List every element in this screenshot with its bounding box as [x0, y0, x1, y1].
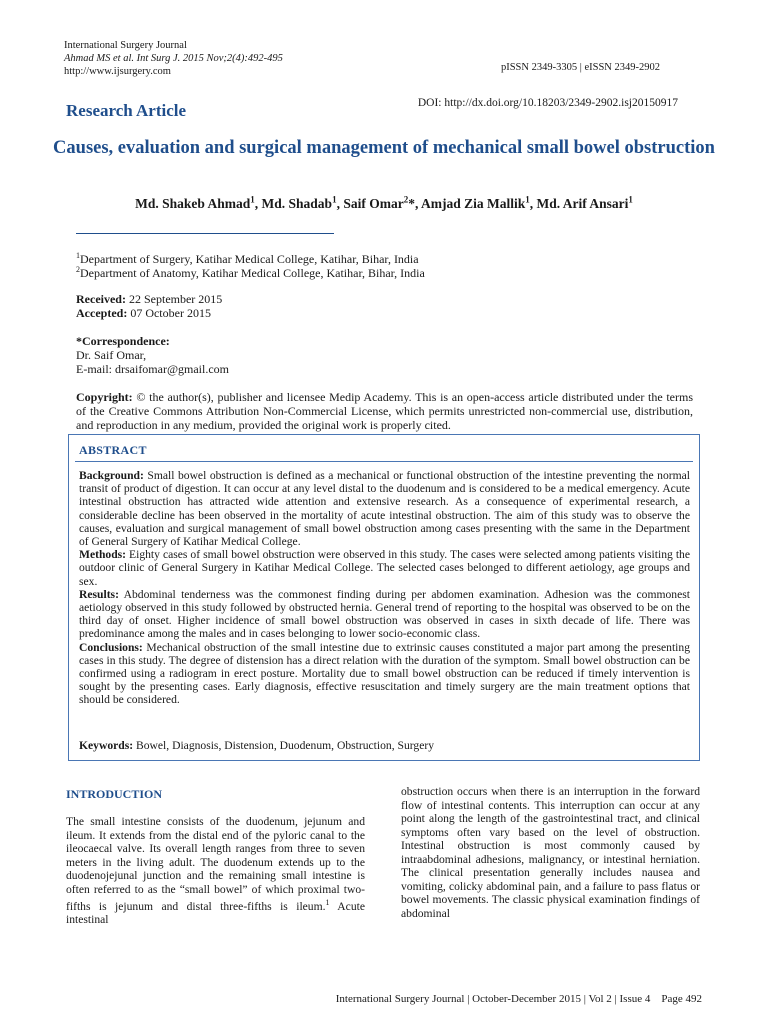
- article-type: Research Article: [66, 101, 187, 120]
- author-5: Md. Arif Ansari$^1$: [536, 194, 633, 211]
- doi-link[interactable]: DOI: http://dx.doi.org/10.18203/2349-2902.isj20150917: [417, 97, 678, 109]
- abstract-methods: Methods: Eighty cases of small bowel obstruction were observed in this study. The cases were selected among patients visiting the outdoor clinic of General Surgery in Katihar Medical College. The selected cases belonged to different aetiology, age groups and sex.: [79, 548, 690, 588]
- author-2: Md. Shadab$^1$,: [261, 194, 344, 211]
- citation: Ahmad MS et al. Int Surg J. 2015 Nov;2(4):492-495: [64, 53, 283, 64]
- correspondence-name: Dr. Saif Omar,: [76, 348, 147, 362]
- page-footer: International Surgery Journal | October-December 2015 | Vol 2 | Issue 4 Page 492: [335, 993, 702, 1005]
- intro-left-column: The small intestine consists of the duodenum, jejunum and ileum. It extends from the distal end of the pyloric canal to the ileocaecal valve. Its overall length ranges from three to seven meters in the living adult. The duodenum extends up to the duodenojejunal junction and the remaining small intestine is often referred to as the “small bowel” of which proximal two-fifths is jejunum and distal three-fifths is ileum.$^1$ Acute intestinal: [66, 815, 365, 927]
- author-divider: [76, 233, 334, 234]
- issn: pISSN 2349-3305 | eISSN 2349-2902: [500, 62, 660, 73]
- copyright-notice: Copyright: © the author(s), publisher and licensee Medip Academy. This is an open-access article distributed under the terms of the Creative Commons Attribution Non-Commercial License, which permits unrestricted non-commercial use, distribution, and reproduction in any medium, provided the original work is properly cited.: [76, 390, 693, 432]
- author-4: Amjad Zia Mallik$^1$,: [420, 194, 537, 211]
- introduction-heading: INTRODUCTION: [66, 787, 163, 801]
- author-list: [40, 194, 728, 212]
- abstract-divider: [75, 461, 693, 462]
- affiliation-2: $^2$Department of Anatomy, Katihar Medical College, Katihar, Bihar, India: [76, 265, 425, 280]
- abstract-results: Results: Abdominal tenderness was the commonest finding during per abdomen examination. Adhesion was the commonest aetiology observed in this study followed by obstructed hernia. General trend of reporting to the hospital was observed to be on the third day of onset. Higher incidence of small bowel obstruction was observed in cases in sixth decade of life. There was predominance among the males and in cases belonging to lower socio-economic class.: [79, 587, 690, 641]
- journal-name: International Surgery Journal: [64, 40, 187, 51]
- abstract-body: [79, 469, 690, 707]
- journal-url[interactable]: http://www.ijsurgery.com: [64, 66, 171, 77]
- author-1: Md. Shakeb Ahmad$^1$,: [135, 194, 262, 211]
- accepted-date: Accepted: 07 October 2015: [76, 306, 211, 320]
- abstract-box: [68, 434, 700, 761]
- intro-right-column: obstruction occurs when there is an interruption in the forward flow of intestinal contents. This interruption can occur at any point along the length of the gastrointestinal tract, and clinical symptoms often vary based on the level of obstruction. Intestinal obstruction is most commonly caused by intraabdominal adhesions, malignancy, or intestinal herniation. The clinical presentation generally includes nausea and vomiting, colicky abdominal pain, and a failure to pass flatus or bowel movements. The classic physical examination findings of abdominal: [401, 785, 700, 920]
- abstract-conclusions: Conclusions: Mechanical obstruction of the small intestine due to extrinsic causes constituted a major part among the presenting cases in this study. The degree of distension has a direct relation with the duration of the symptom. Small bowel obstruction can be confirmed using a radiogram in erect posture. Mortality due to small bowel obstruction can be reduced if timely intervention is sought by the presenting cases. Early diagnosis, effective resuscitation and timely surgery are the main treatment options that should be considered.: [79, 640, 690, 707]
- article-title: Causes, evaluation and surgical management of mechanical small bowel obstruction: [53, 138, 715, 158]
- received-date: Received: 22 September 2015: [76, 292, 223, 306]
- correspondence-email[interactable]: E-mail: drsaifomar@gmail.com: [76, 362, 230, 376]
- abstract-background: Background: Small bowel obstruction is defined as a mechanical or functional obstruction of the intestine preventing the normal transit of product of digestion. It can occur at any level distal to the duodenum and is considered to be a medical emergency. Acute intestinal obstruction has attracted wide attention and extensive research. As a consequence of experimental research, a considerable decline has been observed in the mortality of acute intestinal obstruction. The aim of this study was to observe the causes, evaluation and surgical management of small bowel obstruction among cases presenting with the same in the Department of General Surgery of Katihar Medical College.: [79, 469, 690, 549]
- correspondence-heading: *Correspondence:: [76, 334, 170, 348]
- abstract-heading: ABSTRACT: [79, 443, 147, 457]
- author-3: Saif Omar$^2$*,: [343, 194, 421, 211]
- keywords: Keywords: Bowel, Diagnosis, Distension, Duodenum, Obstruction, Surgery: [79, 739, 434, 752]
- affiliation-1: $^1$Department of Surgery, Katihar Medical College, Katihar, Bihar, India: [76, 251, 419, 266]
